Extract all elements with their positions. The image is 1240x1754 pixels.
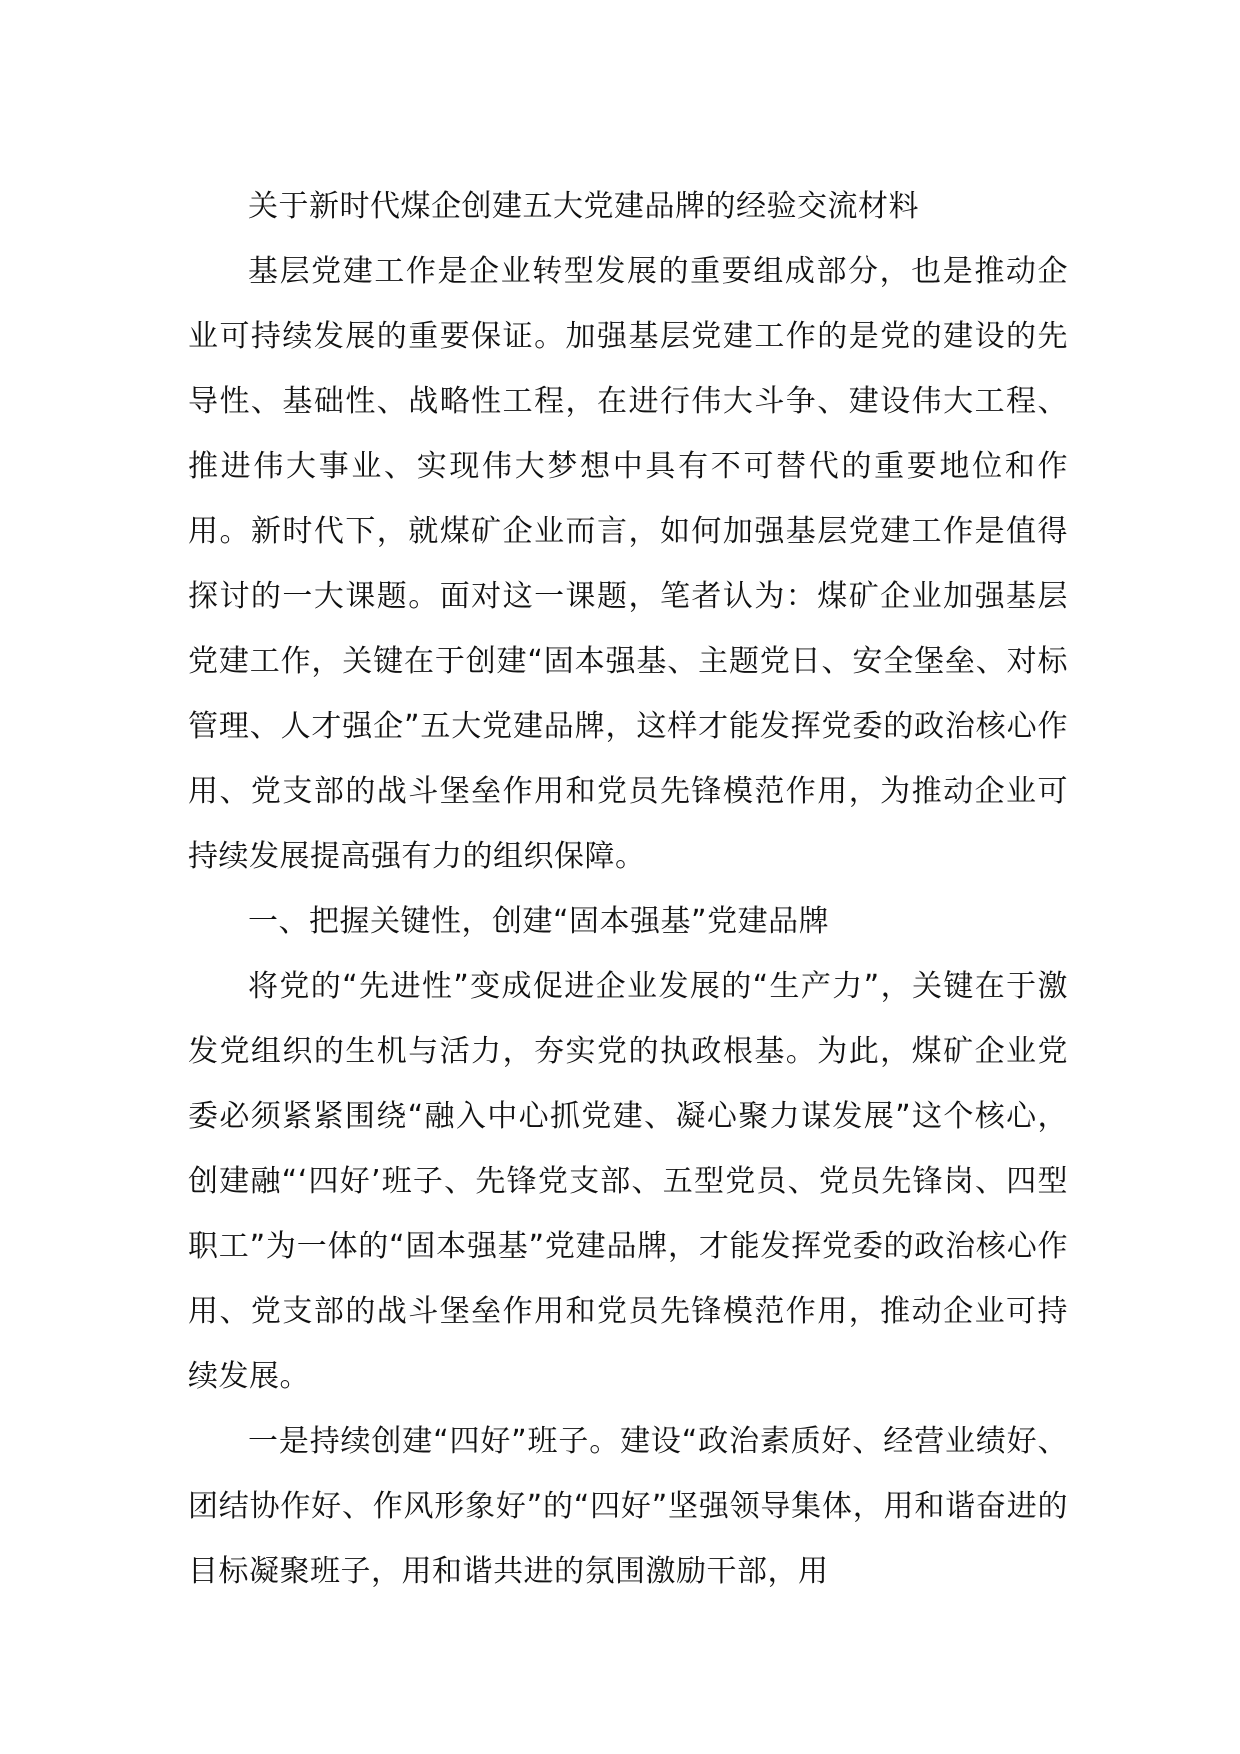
document-title: 关于新时代煤企创建五大党建品牌的经验交流材料	[248, 189, 919, 224]
paragraph-section-1: 将党的“先进性”变成促进企业发展的“生产力”，关键在于激发党组织的生机与活力，夯实党的执政根基。为此，煤矿企业党委必须紧紧围绕“融入中心抓党建、凝心聚力谋发展”这个核心，创建融“‘四好’班子、先锋党支部、五型党员、党员先锋岗、四型职工”为一体的“固本强基”党建品牌，才能发挥党委的政治核心作用、党支部的战斗堡垒作用和党员先锋模范作用，推动企业可持续发展。	[188, 969, 1068, 1394]
document-body	[188, 174, 1068, 1604]
paragraph-item-1: 一是持续创建“四好”班子。建设“政治素质好、经营业绩好、团结协作好、作风形象好”的“四好”坚强领导集体，用和谐奋进的目标凝聚班子，用和谐共进的氛围激励干部，用	[188, 1424, 1068, 1589]
paragraph-intro: 基层党建工作是企业转型发展的重要组成部分，也是推动企业可持续发展的重要保证。加强基层党建工作的是党的建设的先导性、基础性、战略性工程，在进行伟大斗争、建设伟大工程、推进伟大事业、实现伟大梦想中具有不可替代的重要地位和作用。新时代下，就煤矿企业而言，如何加强基层党建工作是值得探讨的一大课题。面对这一课题，笔者认为：煤矿企业加强基层党建工作，关键在于创建“固本强基、主题党日、安全堡垒、对标管理、人才强企”五大党建品牌，这样才能发挥党委的政治核心作用、党支部的战斗堡垒作用和党员先锋模范作用，为推动企业可持续发展提高强有力的组织保障。	[188, 254, 1068, 874]
section-heading-1: 一、把握关键性，创建“固本强基”党建品牌	[248, 904, 830, 939]
